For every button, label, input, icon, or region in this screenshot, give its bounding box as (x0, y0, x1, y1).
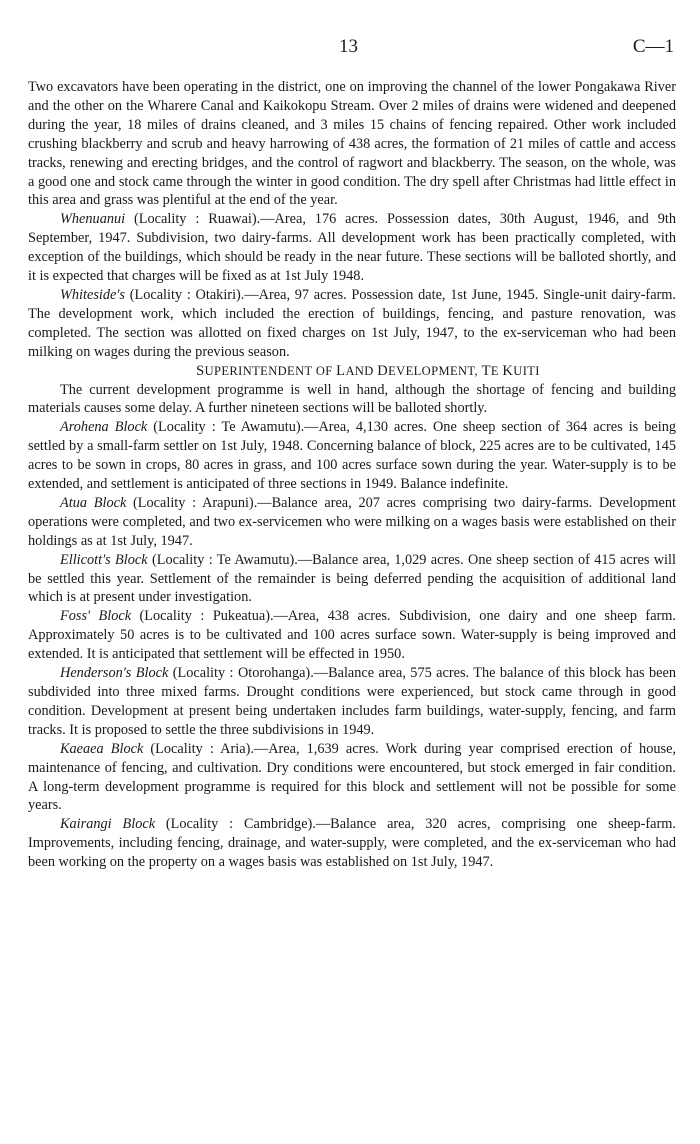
block-description: (Locality : Te Awamutu).—Balance area, 1,029 acres. One sheep section of 415 acres will be settled this year. Settlement of the remainder is being deferred pending the acquisition of additional land which is at present under investigation. (28, 551, 676, 606)
paragraph-ellicotts (28, 551, 676, 608)
body-text (28, 78, 676, 872)
block-name: Henderson's Block (60, 665, 169, 682)
paragraph-kairangi (28, 815, 676, 872)
block-description: (Locality : Te Awamutu).—Area, 4,130 acres. One sheep section of 364 acres is being settled by a small-farm settler on 1st July, 1948. Concerning balance of block, 225 acres are to be cultivated, 145 acres to be sown in crops, 80 acres in grass, and 100 acres surface sown during the year. Water-supply is to be extended, and settlement is anticipated of three sections in 1949. Balance indefinite. (28, 419, 677, 493)
block-name: Arohena Block (60, 419, 148, 436)
block-name: Atua Block (60, 494, 127, 511)
block-name: Kairangi Block (60, 816, 156, 833)
paragraph-programme-intro: The current development programme is well in hand, although the shortage of fencing and building materials causes some delay. A further nineteen sections will be balloted shortly. (28, 381, 676, 417)
paragraph-hendersons (28, 664, 676, 740)
paragraph-whenuanui (28, 210, 676, 286)
section-heading: SUPERINTENDENT OF LAND DEVELOPMENT, TE KUITI (196, 362, 540, 379)
paragraph-foss (28, 607, 676, 664)
block-description: (Locality : Arapuni).—Balance area, 207 acres comprising two dairy-farms. Development operations were completed, and two ex-servicemen who were milking on a wages basis were established on their holdings as at 1st July, 1947. (28, 494, 676, 549)
block-name: Whiteside's (60, 286, 125, 303)
paragraph-atua (28, 494, 676, 551)
block-name: Ellicott's Block (60, 551, 148, 568)
paragraph-whitesides (28, 286, 676, 362)
block-description: (Locality : Otorohanga).—Balance area, 575 acres. The balance of this block has been subdivided into three mixed farms. Drought conditions were experienced, but stock came through in good condition. Development at present being undertaken includes farm buildings, water-supply, fencing, and farm tracks. It is proposed to settle the three subdivisions in 1949. (28, 665, 677, 738)
paragraph-arohena (28, 418, 676, 494)
section-code: C—1 (632, 36, 674, 57)
block-description: (Locality : Aria).—Area, 1,639 acres. Work during year comprised erection of house, maintenance of fencing, and cultivation. Dry conditions were encountered, but stock emerged in fair condition. A long-term development programme is required for this block and settlement will not be possible for some years. (28, 740, 676, 814)
page-number: 13 (339, 36, 358, 57)
paragraph-drainage-work: Two excavators have been operating in the district, one on improving the channel of the lower Pongakawa River and the other on the Wharere Canal and Kaikokopu Stream. Over 2 miles of drains were widened and deepened during the year, 18 miles of drains cleaned, and 3 miles 15 chains of fencing repaired. Other work included crushing blackberry and scrub and heavy harrowing of 438 acres, the formation of 21 miles of cattle and access tracks, renewing and erecting bridges, and the control of ragwort and blackberry. The season, on the whole, was a good one and stock came through the winter in good condition. The dry spell after Christmas had little effect in this area and grass was plentiful at the end of the year. (28, 79, 676, 209)
block-description: (Locality : Pukeatua).—Area, 438 acres. Subdivision, one dairy and one sheep farm. Approximately 50 acres is to be cultivated and 100 acres surface sown. Water-supply is being improved and extended. It is anticipated that settlement will be effected in 1950. (28, 608, 676, 663)
block-description: (Locality : Otakiri).—Area, 97 acres. Possession date, 1st June, 1945. Single-unit dairy-farm. The development work, which included the erection of buildings, fencing, and pasture renovation, was completed. The section was allotted on fixed charges on 1st July, 1947, to the ex-serviceman who had been milking on wages during the previous season. (28, 286, 676, 360)
block-name: Kaeaea Block (60, 740, 144, 757)
block-description: (Locality : Cambridge).—Balance area, 320 acres, comprising one sheep-farm. Improvements, including fencing, drainage, and water-supply, were completed, and the ex-serviceman who had been working on the property on a wages basis was established on 1st July, 1947. (28, 816, 676, 871)
paragraph-kaeaea (28, 740, 676, 816)
block-name: Whenuanui (60, 211, 126, 228)
page-header (0, 36, 700, 60)
block-description: (Locality : Ruawai).—Area, 176 acres. Possession dates, 30th August, 1946, and 9th September, 1947. Subdivision, two dairy-farms. All development work has been practically completed, with exception of the buildings, which should be ready in the near future. These sections will be balloted shortly, and it is expected that charges will be fixed as at 1st July 1948. (28, 211, 676, 285)
block-name: Foss' Block (60, 608, 132, 625)
